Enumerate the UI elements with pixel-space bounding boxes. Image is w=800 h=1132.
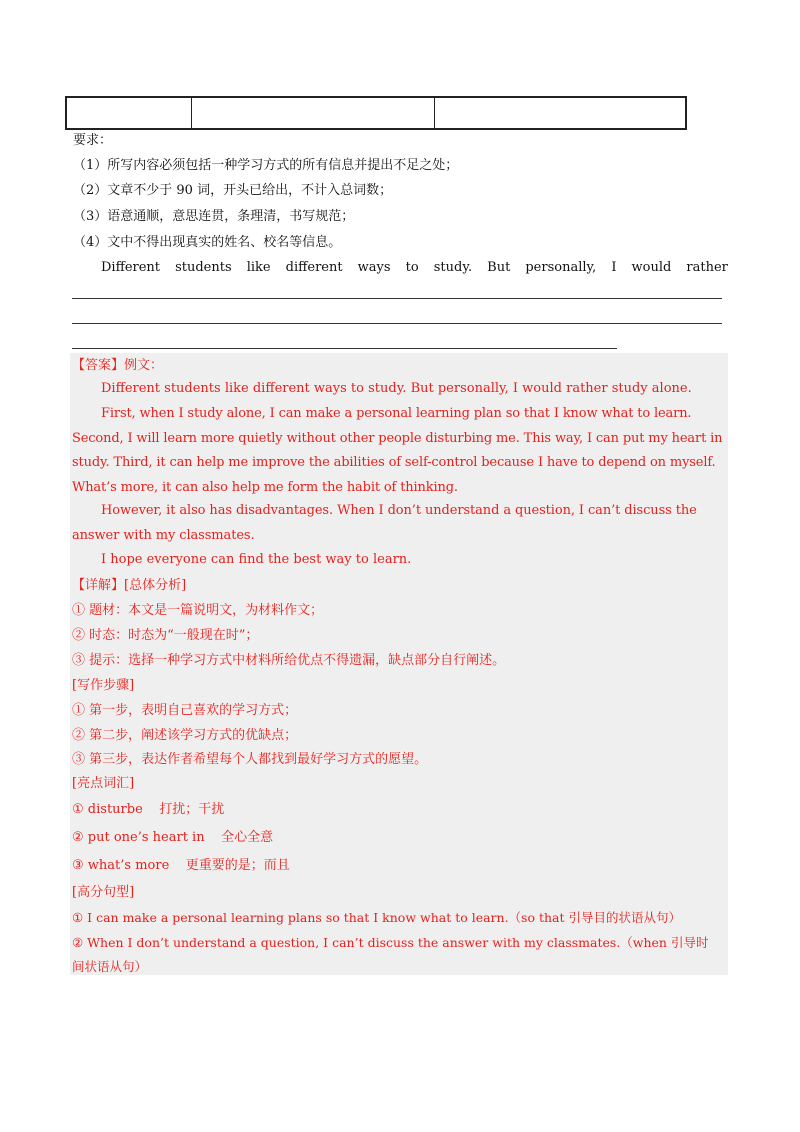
step-item: ① 第一步，表明自己喜欢的学习方式； <box>72 703 298 718</box>
sentences-heading: [高分句型] <box>72 885 135 900</box>
answer-paragraph: Different students like different ways to study. But personally, I would rather study alone. <box>101 381 692 396</box>
opening-word: students <box>175 260 232 275</box>
step-item: ③ 第三步，表达作者希望每个人都找到最好学习方式的愿望。 <box>72 752 428 767</box>
sentence-item: ① I can make a personal learning plans so that I know what to learn.（so that 引导目的状语从句） <box>72 910 681 925</box>
answer-blank-line <box>72 323 722 324</box>
opening-word: would <box>631 260 672 275</box>
opening-word: different <box>285 260 343 275</box>
empty-table-row <box>65 96 687 130</box>
answer-blank-line <box>72 348 617 349</box>
vocab-item: ③ what’s more 更重要的是；而且 <box>72 858 290 873</box>
opening-word: rather <box>686 260 728 275</box>
opening-word: personally, <box>525 260 597 275</box>
opening-word: ways <box>357 260 391 275</box>
answer-paragraph: I hope everyone can find the best way to learn. <box>101 552 412 567</box>
sentence-item: ② When I don’t understand a question, I can’t discuss the answer with my classmates.（when 引导时间状语从句） <box>72 935 709 974</box>
table-cell <box>67 98 192 128</box>
overall-analysis-heading: [总体分析] <box>124 578 187 593</box>
writing-opening-line <box>101 260 728 275</box>
explanation-heading: 【详解】 <box>72 578 125 593</box>
table-cell <box>435 98 685 128</box>
requirements-title: 要求： <box>73 133 113 148</box>
analysis-item: ② 时态：时态为“一般现在时”； <box>72 628 259 643</box>
analysis-item: ① 题材：本文是一篇说明文，为材料作文； <box>72 603 324 618</box>
analysis-item: ③ 提示：选择一种学习方式中材料所给优点不得遗漏，缺点部分自行阐述。 <box>72 653 506 668</box>
answer-heading: 【答案】例文： <box>72 358 164 373</box>
opening-word: to <box>405 260 419 275</box>
opening-word: But <box>487 260 511 275</box>
vocab-item: ② put one’s heart in 全心全意 <box>72 830 274 845</box>
opening-word: I <box>611 260 617 275</box>
opening-word: Different <box>101 260 161 275</box>
step-item: ② 第二步，阐述该学习方式的优缺点； <box>72 728 298 743</box>
answer-blank-line <box>72 298 722 299</box>
requirement-item: （1）所写内容必须包括一种学习方式的所有信息并提出不足之处； <box>73 158 459 173</box>
explanation-heading-row <box>72 578 186 594</box>
requirement-item: （4）文中不得出现真实的姓名、校名等信息。 <box>73 235 342 250</box>
steps-heading: [写作步骤] <box>72 678 135 693</box>
vocab-heading: [亮点词汇] <box>72 776 135 791</box>
requirement-item: （3）语意通顺，意思连贯，条理清，书写规范； <box>73 209 355 224</box>
vocab-item: ① disturbe 打扰；干扰 <box>72 802 225 817</box>
answer-paragraph: First, when I study alone, I can make a personal learning plan so that I know what to learn. Second, I will learn more quietly without other people disturbing me. This way, I can put my heart in study. Third, it can help me improve the abilities of self-control because I have to depend on myself. What’s more, it can also help me form the habit of thinking. <box>72 406 723 495</box>
requirement-item: （2）文章不少于 90 词，开头已给出，不计入总词数； <box>73 183 393 198</box>
table-cell <box>192 98 435 128</box>
opening-word: like <box>246 260 271 275</box>
answer-paragraph: However, it also has disadvantages. When I don’t understand a question, I can’t discuss the answer with my classmates. <box>72 503 697 543</box>
opening-word: study. <box>433 260 473 275</box>
